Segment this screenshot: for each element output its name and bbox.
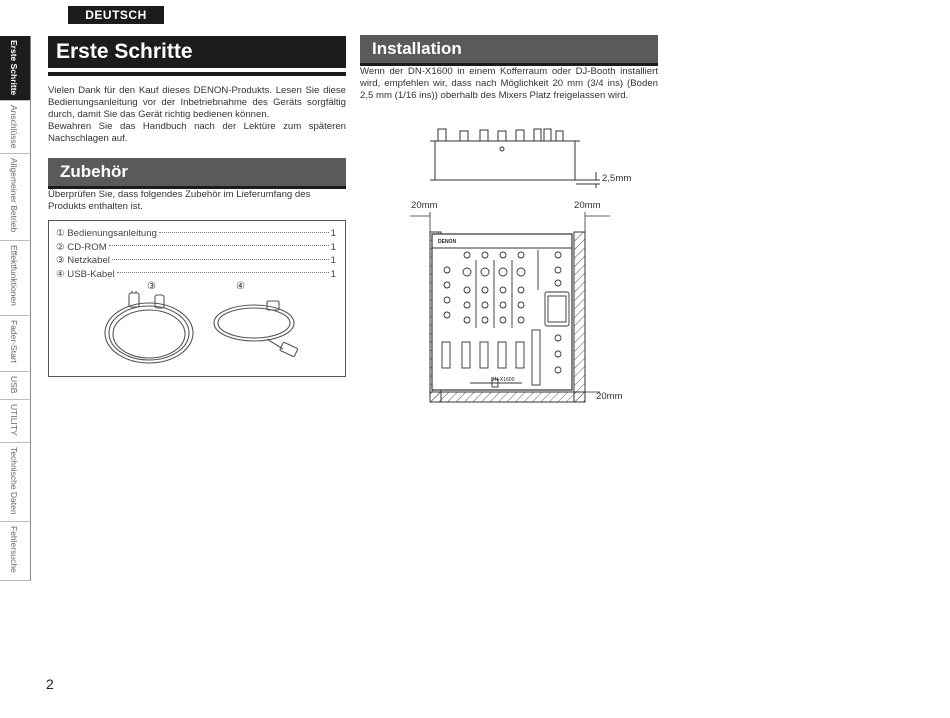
sidebar-item-allgemeiner-betrieb[interactable]: [0, 154, 31, 241]
item-number: ③: [56, 255, 65, 267]
item-qty: 1: [330, 255, 336, 267]
list-item: [56, 254, 336, 268]
sidebar-item-label: Fader-Start: [9, 320, 19, 363]
section-heading-installation: Installation: [360, 35, 658, 63]
dimension-bottom: 2,5mm: [602, 173, 632, 184]
sidebar-item-anschluesse[interactable]: [0, 101, 31, 154]
sidebar-item-fehlersuche[interactable]: [0, 522, 31, 581]
item-name: Bedienungsanleitung: [67, 228, 157, 240]
intro-text: Vielen Dank für den Kauf dieses DENON-Produkts. Lesen Sie diese Bedienungsanleitung vor der Inbetriebnahme des Geräts sorgfältig durch, damit Sie das Gerät richtig bedienen können.: [48, 85, 346, 120]
power-cable-label: ③: [147, 281, 156, 292]
sidebar-item-label: Fehlersuche: [9, 526, 19, 573]
item-number: ①: [56, 228, 65, 240]
item-name: CD-ROM: [67, 241, 107, 253]
page-title: Erste Schritte: [48, 36, 346, 68]
brand-label: DENON: [438, 239, 457, 245]
item-name: USB-Kabel: [67, 268, 115, 280]
sidebar-item-effektfunktionen[interactable]: [0, 241, 31, 316]
sidebar-item-utility[interactable]: [0, 400, 31, 443]
accessories-intro: Überprüfen Sie, dass folgendes Zubehör im Lieferumfang des Produkts enthalten ist.: [48, 189, 311, 212]
dimension-left: 20mm: [411, 200, 438, 211]
item-qty: 1: [330, 241, 336, 253]
list-item: [56, 268, 336, 282]
sidebar-item-erste-schritte[interactable]: [0, 36, 31, 101]
sidebar-item-label: Erste Schritte: [9, 40, 19, 96]
section-heading-zubehoer: Zubehör: [48, 158, 346, 186]
accessories-box: [48, 220, 346, 377]
sidebar-item-label: Effektfunktionen: [9, 245, 19, 306]
sidebar-item-label: UTILITY: [9, 404, 19, 436]
mixer-top-view: [410, 210, 660, 410]
item-name: Netzkabel: [67, 255, 110, 267]
dimension-below: 20mm: [596, 391, 623, 402]
sidebar-item-fader-start[interactable]: [0, 316, 31, 372]
model-label: DN-X1600: [491, 377, 515, 383]
dimension-right: 20mm: [574, 200, 601, 211]
sidebar-item-technische-daten[interactable]: [0, 443, 31, 522]
sidebar-item-label: Allgemeiner Betrieb: [9, 158, 19, 233]
page-number: 2: [46, 676, 54, 692]
accessories-list: [56, 227, 336, 281]
sidebar-item-usb[interactable]: [0, 372, 31, 400]
list-item: [56, 241, 336, 255]
language-tab: DEUTSCH: [68, 6, 164, 24]
mixer-side-view: [430, 126, 610, 188]
list-item: [56, 227, 336, 241]
installation-text: Wenn der DN-X1600 in einem Kofferraum oder DJ-Booth installiert wird, empfehlen wir, dass nach Möglichkeit 20 mm (3/4 ins) (Boden 2,5 mm (1/16 ins)) oberhalb des Mixers Platz freigelassen wird.: [360, 66, 658, 101]
usb-cable-label: ④: [236, 281, 245, 292]
sidebar-nav: [0, 36, 31, 581]
item-qty: 1: [330, 228, 336, 240]
usb-cable-icon: [209, 293, 309, 375]
sidebar-item-label: Anschlüsse: [9, 105, 19, 149]
item-number: ②: [56, 241, 65, 253]
keep-manual-text: Bewahren Sie das Handbuch nach der Lektüre zum späteren Nachschlagen auf.: [48, 121, 346, 144]
sidebar-item-label: Technische Daten: [9, 447, 19, 515]
power-cable-icon: [99, 291, 199, 373]
item-number: ④: [56, 268, 65, 280]
sidebar-item-label: USB: [9, 376, 19, 394]
title-rule: [48, 72, 346, 76]
item-qty: 1: [330, 268, 336, 280]
